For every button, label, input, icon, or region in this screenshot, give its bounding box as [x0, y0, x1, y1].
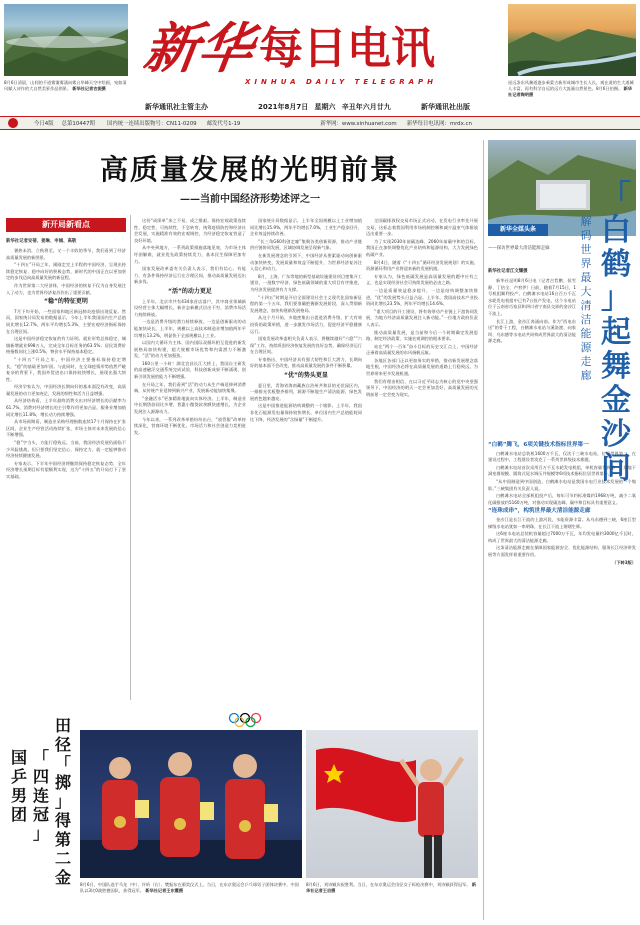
left-p5: “十四五”开局之年，中国经济主要指标保持稳定增长，“稳”的基础更加牢固。与此同时，在全球疫情形势依然严峻复杂的背景下，我国外贸进出口保持较快增长，展现出强大韧性。	[6, 356, 126, 382]
right-sub-c8: 洁	[580, 313, 592, 326]
left-p9: “稳”字当头，方能行稳致远。当前，我国经济发展仍面临不少风险挑战，但只要我们坚定信心、保持定力，就一定能够推动经济持续健康发展。	[6, 440, 126, 459]
divider-1	[130, 215, 131, 700]
mid2-p5: “十四五”时期是开启全面建设社会主义现代化国家新征程的第一个五年，我们要准确把握新发展阶段，深入贯彻新发展理念，加快构建新发展格局。	[250, 294, 362, 313]
right-p1: 新华社昆明8月6日电（记者吉哲鹏、侯雪静、丁怡全、卢宥伊）日前，随着7月15日，1号机组顺利投产，白鹤滩水电站16台百万千瓦水轮发电机组中已有7台投产发电，这个水电站位于云南省巧家县和四川省宁南县交界的金沙江干流上。	[488, 278, 576, 316]
headline-sub: ——当前中国经济形势述评之一	[180, 194, 320, 205]
mid2-p8: 专家指出，中国经济具有强大韧性和巨大潜力，长期向好的基本面不会改变，推动高质量发展的条件不断积累。	[250, 356, 362, 369]
mid1-p10: 今年以来，一系列改革举措纷纷出台，“放管服”改革持续深化，营商环境不断优化，市场活力和社会创造力竞相迸发。	[134, 416, 246, 435]
right-text-bottom	[488, 440, 636, 915]
right-title-c7: 金	[601, 383, 631, 418]
info-bar	[0, 116, 640, 130]
masthead-lunar: 辛丑年六月廿九	[341, 103, 391, 111]
right-sub-c7: 清	[580, 299, 592, 312]
masthead-photo-right-caption: 遥远条东风骤道逐步乘蒙古新形成城市生长人长，观在道的生大道城人丰富，再有科学自远的远方大流量自然景色。8月6日拍摄。 新华社记者陶明摄	[508, 80, 634, 97]
left-p3: 7月下旬开始，一些国家和地区新冠肺炎疫情出现反复。然而，国家统计局发布的数据显示，今年上半年我国国内生产总值同比增长12.7%，两年平均增长5.3%，主要宏观经济指标保持在合理区间。	[6, 308, 126, 334]
left-subhead-1: “稳”的特征更明	[44, 298, 88, 306]
right-p9: 这条清洁能源走廊在保障国家能源安全、优化能源结构、服务长江经济带发展等方面发挥着重要作用。	[488, 545, 636, 557]
masthead-publisher: 新华通讯社主管主办	[145, 103, 208, 111]
masthead-char-5: 电	[347, 23, 391, 74]
javelin-champion-image	[306, 730, 478, 878]
sports-title-c1-6: 得	[54, 811, 71, 830]
info-postal: 邮发代号1-19	[206, 121, 241, 127]
mid1-p2: 从中央到地方，一系列政策措施落地见效，为市场主体纾困解难，就业优先政策持续发力，基本民生保障更加有力。	[134, 245, 246, 264]
sports-title-c2-3: 连	[32, 786, 49, 805]
mid2-p2: “长三角G60科创走廊”集聚各类创新资源，推动产业链供应链协同发展，区域协调发展呈现新气象。	[250, 238, 362, 251]
mid3-p3: 8月4日，随着《“十四五”循环经济发展规划》的实施，资源循环利用产业将迎来新的发展机遇。	[366, 259, 478, 272]
right-title-c1: 「	[601, 179, 631, 214]
left-p4: 这是中国经济稳定恢复的有力证明。就业形势总体稳定，城镇新增就业698万人，完成全年目标任务的63.5%；居民消费价格指数同比上涨0.5%，物价水平保持基本稳定。	[6, 336, 126, 355]
right-sub-c1: 解	[580, 215, 592, 228]
mid1-p4: 上半年，北京市共有434家首店落户，其中商业领域新设经营主体大幅增长，新业态新模式层出不穷，消费市场活力持续释放。	[134, 298, 246, 317]
masthead-char-1: 新	[140, 15, 204, 80]
right-sub-c6: 大	[580, 285, 592, 298]
right-subhead-1: “白鹤”腾飞，6项关键技术指标世界第一	[488, 442, 589, 448]
right-more[interactable]: （下转3版）	[612, 559, 636, 565]
mid3-p1: 全国碳排放权交易市场正式启动，在发电行业率先开展交易，这标志着我国利用市场机制控制和减少温室气体排放迈出重要一步。	[366, 218, 478, 237]
left-p7: 从经济结构看，上半年最终消费支出对经济增长的贡献率为61.7%，消费对经济增长的主引擎作用更加凸显。服务业增加值同比增长11.8%，增长动力持续增强。	[6, 398, 126, 417]
masthead-char-3: 每	[259, 23, 303, 74]
right-sub-c10: 源	[580, 341, 592, 354]
masthead-char-2: 华	[194, 15, 258, 80]
masthead-photo-right	[508, 4, 636, 76]
mountain-landscape-image	[4, 4, 128, 76]
mid3-p7: 推动高质量发展，是当前和今后一个时期确定发展思路、制定经济政策、实施宏观调控的根本要求。	[366, 329, 478, 342]
sports-title-c1-5: 」	[54, 792, 71, 811]
mid2-subhead: “优”的势头更显	[284, 372, 328, 380]
left-p8: 从市场预期看，制造业采购经理指数连续17个月保持在扩张区间，企业生产经营活动持续扩张，市场主体对未来发展的信心不断增强。	[6, 419, 126, 438]
mid1-p8: 在开局之年，我们看到“活”的动力从生产端延伸到消费端，从传统产业延伸到新兴产业，发展新动能加快集聚。	[134, 381, 246, 394]
masthead-date-line	[258, 102, 391, 112]
mid3-p6: “重大项目的开工建设，将有效带动产业链上下游协同发展，为地方经济高质量发展注入新动能。”一位地方政府负责人表示。	[366, 308, 478, 327]
right-sub-c9: 能	[580, 327, 592, 340]
left-column-text	[6, 248, 126, 700]
right-sub-c12: 廊	[580, 369, 592, 382]
masthead-weekday: 星期六	[314, 103, 336, 111]
right-title-c2: 白	[601, 213, 631, 248]
mid3-p10: 我们有理由相信，在以习近平同志为核心的党中央坚强领导下，中国经济的明天一定会更加美好，高质量发展的光明前景一定会变为现实。	[366, 378, 478, 397]
right-title-c9: 间	[601, 451, 631, 486]
mid1-p6: 以国内大循环为主体、国内国际双循环相互促进的新发展格局加快构建，超大规模市场优势和内需潜力不断激发，“活”的动力更加强劲。	[134, 340, 246, 359]
section-tag-label: 新开局新看点	[42, 220, 90, 229]
mid2-p10: 这是中国推进能源结构调整的一个缩影。上半年，我国非化石能源发电量保持较快增长，单位国内生产总值能耗同比下降，经济发展的“含绿量”不断提升。	[250, 403, 362, 422]
sports-title-c1-2: 径	[54, 735, 71, 754]
left-intro: 暑热未消，立秋将至。又一个丰收的季节，我们看到了经济高质量发展的新图景。	[6, 248, 126, 260]
left-p1: “十四五”开局之年，刚刚走完上半程的中国经济，呈现出持续稳定恢复、稳中向好的积极态势，新时代的中国正在以更加坚定的步伐迈向高质量发展的新征程。	[6, 262, 126, 281]
mid2-p1: 国家统计局数据显示，上半年全国规模以上工业增加值同比增长15.9%，两年平均增长7.0%，工业生产稳步回升，企业效益持续改善。	[250, 218, 362, 237]
sports-title-c2-5: 」	[32, 824, 49, 843]
right-dek: ——探访世界最大清洁能源走廊	[488, 246, 550, 251]
mid2-p4: 8月，上海、广东等地的新型基础设施建设项目密集开工建设，一批数字经济、绿色低碳领域的重大项目有序推进，为经济发展提供有力支撑。	[250, 273, 362, 292]
photo-table-tennis-caption: 8月6日，中国队选手马龙（中）、许昕（右）、樊振东在颁奖仪式上。当日，在东京奥运会乒乓球男子团体决赛中，中国队以3比0战胜德国队，获得冠军。 新华社记者王东震摄	[80, 882, 299, 893]
right-p4: 白鹤滩水电站首次采用百万千瓦水轮发电机组，单机容量世界第一，其地下洞室群规模、圆筒式尾水调压井规模等6项技术指标位居世界第一。	[488, 464, 636, 477]
sports-title-c1-7: 第	[54, 830, 71, 849]
sports-title-c1-1: 田	[54, 716, 71, 735]
right-sub-c11: 走	[580, 355, 592, 368]
sports-title-c3-3: 男	[10, 786, 27, 805]
mid3-p2: 为了实现2030年前碳达峰、2060年前碳中和的目标，我国正在加快调整优化产业结构和能源结构，大力发展绿色低碳产业。	[366, 238, 478, 257]
mid1-p3: 国家发展改革委有关负责人表示，我们有信心、有能力、有条件保持经济运行在合理区间，推动高质量发展迈出新步伐。	[134, 266, 246, 285]
photo-table-tennis-team	[80, 730, 302, 878]
mid-column-3-text	[366, 218, 478, 700]
right-column-tag	[488, 224, 548, 236]
photo-javelin-champion	[306, 730, 478, 878]
sports-title-col-3	[8, 748, 30, 824]
right-p8: 这6座水电站总装机容量超过7000万千瓦，年均发电量约3000亿千瓦时，构成了世界最大的清洁能源走廊。	[488, 531, 636, 543]
left-p10: 专家表示，下半年中国经济将继续保持稳定恢复态势，全年经济增长预期目标有望顺利实现，这为“十四五”的开局打下了坚实基础。	[6, 460, 126, 479]
sports-title-c1-4: 掷	[54, 773, 71, 792]
masthead-press: 新华通讯社出版	[421, 103, 470, 111]
sports-title-c2-1: 「	[32, 748, 49, 767]
mid1-p5: 一边是消费升级的潜力持续释放，一边是创新驱动的动能加快成长。上半年，规模以上高技术制造业增加值两年平均增长13.2%，明显快于全部规模以上工业。	[134, 319, 246, 338]
masthead-char-6: 讯	[391, 23, 435, 74]
sports-title-c1-9: 金	[54, 868, 71, 887]
section-tag	[6, 218, 126, 232]
info-issue: 总第10447期	[61, 121, 95, 127]
mid1-p7: 160公里一小时！湖北宜昌长江大桥上，我国自主研发的高速磁浮交通系统完成试验，科技创新成果不断涌现，创新引领发展的能力不断增强。	[134, 360, 246, 380]
olympic-rings-icon	[228, 712, 268, 728]
mid1-p1: 这份“成绩单”来之不易、成之惟艰。保持宏观政策连续性、稳定性、可持续性，不急转弯，统筹疫情防控和经济社会发展，实施精准有效的宏观调控，为经济稳定恢复营造了良好环境。	[134, 218, 246, 243]
masthead-char-4: 日	[303, 23, 347, 74]
right-title-c8: 沙	[601, 417, 631, 452]
mid3-p9: 各地区各部门正以更加务实的举措，推动新发展理念落地生根，中国经济必将在高质量发展的道路上行稳致远，为世界带来更多发展机遇。	[366, 357, 478, 377]
mid2-p7: 国家发展改革委相关负责人表示，将继续做好“六稳”“六保”工作，持续巩固经济恢复发展的良好态势，确保经济运行在合理区间。	[250, 336, 362, 355]
right-byline: 新华社记者江文耀摄	[488, 269, 528, 274]
table-tennis-team-image	[80, 730, 302, 878]
sports-title-c3-1: 国	[10, 748, 27, 767]
mid2-p3: 在新发展理念的引领下，中国经济从要素驱动向创新驱动加快转变，发展质量和效益不断提升，为世界经济复苏注入信心和动力。	[250, 252, 362, 272]
sports-title-c3-4: 团	[10, 805, 27, 824]
right-sub-c3: 世	[580, 243, 592, 256]
mid2-p6: 从这个月开始，多地密集出台促进消费升级、扩大有效投资的政策举措，进一步激发市场活力，促进经济平稳健康运行。	[250, 315, 362, 334]
mid-column-2-text	[250, 218, 362, 700]
right-sub-c5: 最	[580, 271, 592, 284]
right-p7: 金沙江是长江干流的上游河段，水能资源丰富。从乌东德到三峡，6座巨型梯级水电站犹如一串明珠，在长江干流上熠熠生辉。	[488, 516, 636, 529]
river-valley-image	[508, 4, 636, 76]
photo-javelin-caption: 8月6日，刘诗颖庆祝胜利。当日，在东京奥运会田径女子标枪决赛中，刘诗颖获得冠军。 新华社记者王启摄	[306, 882, 477, 893]
right-p3: 白鹤滩水电站总装机1600万千瓦，仅次于三峡水电站，位居世界第二。在建设过程中，工程建设者攻克了一系列世界级技术难题。	[488, 450, 636, 463]
masthead-pinyin: XINHUA DAILY TELEGRAPH	[245, 78, 437, 86]
mid1-subhead: “活”的动力更足	[168, 287, 212, 295]
sports-title-col-2	[30, 748, 52, 843]
right-title-c5: 起	[601, 315, 631, 350]
info-cn: 国内统一连续出版物号：CN11-0209	[106, 121, 197, 127]
right-sub-c4: 界	[580, 257, 592, 270]
info-eweb[interactable]: 新华每日电讯网：mrdx.cn	[406, 121, 472, 127]
mid-column-1-text	[134, 218, 246, 700]
sports-title-c1-8: 二	[54, 849, 71, 868]
right-text-top	[488, 278, 576, 436]
masthead-date: 2021年8月7日	[258, 103, 309, 111]
byline: 新华社记者安蓓、姜琳、申铖、高敬	[6, 239, 77, 244]
right-title-c6: 舞	[601, 349, 631, 384]
right-title-c3: 鹤	[601, 247, 631, 282]
sports-title-c2-2: 四	[32, 767, 49, 786]
mid3-p8: 站在“两个一百年”奋斗目标的历史交汇点上，中国经济正乘着高质量发展的东风扬帆远航。	[366, 343, 478, 356]
right-p6: 白鹤滩水电站全部机组投产后，每年可节约标准煤约1968万吨，减少二氧化碳排放约5160万吨，对推动实现碳达峰、碳中和目标具有重要意义。	[488, 493, 636, 505]
info-pages: 今日4版	[34, 121, 54, 127]
right-subtitle-vertical	[578, 215, 594, 383]
mid2-p9: 夏日里，青海省海南藏族自治州共和县的光伏园区内，一排排光伏板整齐排列，源源不断地生产清洁能源，绿色发展底色越来越亮。	[250, 382, 362, 401]
sports-title-col-1	[52, 716, 74, 887]
masthead-photo-left	[4, 4, 128, 76]
divider-right	[483, 140, 484, 920]
right-subhead-2: “连珠成串”，构筑世界最大清洁能源走廊	[488, 508, 591, 515]
sports-title-c2-4: 冠	[32, 805, 49, 824]
right-sub-c2: 码	[580, 229, 592, 242]
info-site[interactable]: 新华网：www.xinhuanet.com	[320, 121, 397, 127]
left-p6: 经济学家认为，中国经济长期向好的基本面没有改变，高质量发展的动力更加充足，发展的韧性和活力日益增强。	[6, 384, 126, 396]
right-title-c4: 」	[601, 281, 631, 316]
right-p5: “从中国制造到中国创造，白鹤滩水电站是我国水电行业技术发展的一个缩影。”三峡集团有关负责人说。	[488, 478, 636, 491]
sports-title-c1-3: 「	[54, 754, 71, 773]
mid3-p4: 专家认为，绿色低碳发展是高质量发展的题中应有之义，也是实现经济社会可持续发展的必由之路。	[366, 273, 478, 286]
left-p2: 作为世界第二大经济体，中国经济的恢复不仅为自身发展注入了动力，也为世界经济复苏作出了重要贡献。	[6, 282, 126, 295]
masthead-photo-left-caption: 8月6日清晨，山间的千道雾霭雾涌向雾台华峰天空中绘画，宛如清风赋人诗作的大自然美景作品图景。 新华社记者吉振摄	[4, 80, 127, 91]
masthead-title	[140, 12, 495, 80]
right-p2: 长江上游，金沙江奔涌向前。作为“西电东送”的骨干工程，白鹤滩水电站与溪洛渡、向家坝、乌东德等水电站共同构成世界最大的清洁能源走廊。	[488, 318, 576, 344]
mid3-p5: 一边是质量效益稳步提升，一边是结构调整加快推进，“优”的发展势头日益凸显。上半年，我国高技术产业投资同比增长23.5%，两年平均增长14.6%。	[366, 287, 478, 307]
sports-title-c3-2: 乒	[10, 767, 27, 786]
xinhua-logo-icon	[8, 118, 18, 128]
headline-main: 高质量发展的光明前景	[99, 153, 400, 186]
right-column-tag-label: 新华全媒头条	[499, 226, 536, 233]
mid1-p9: “金融活水”更加精准地流向实体经济。上半年，制造业中长期贷款同比多增，普惠小微贷款余额快速增长，为企业发展注入源源动力。	[134, 395, 246, 415]
